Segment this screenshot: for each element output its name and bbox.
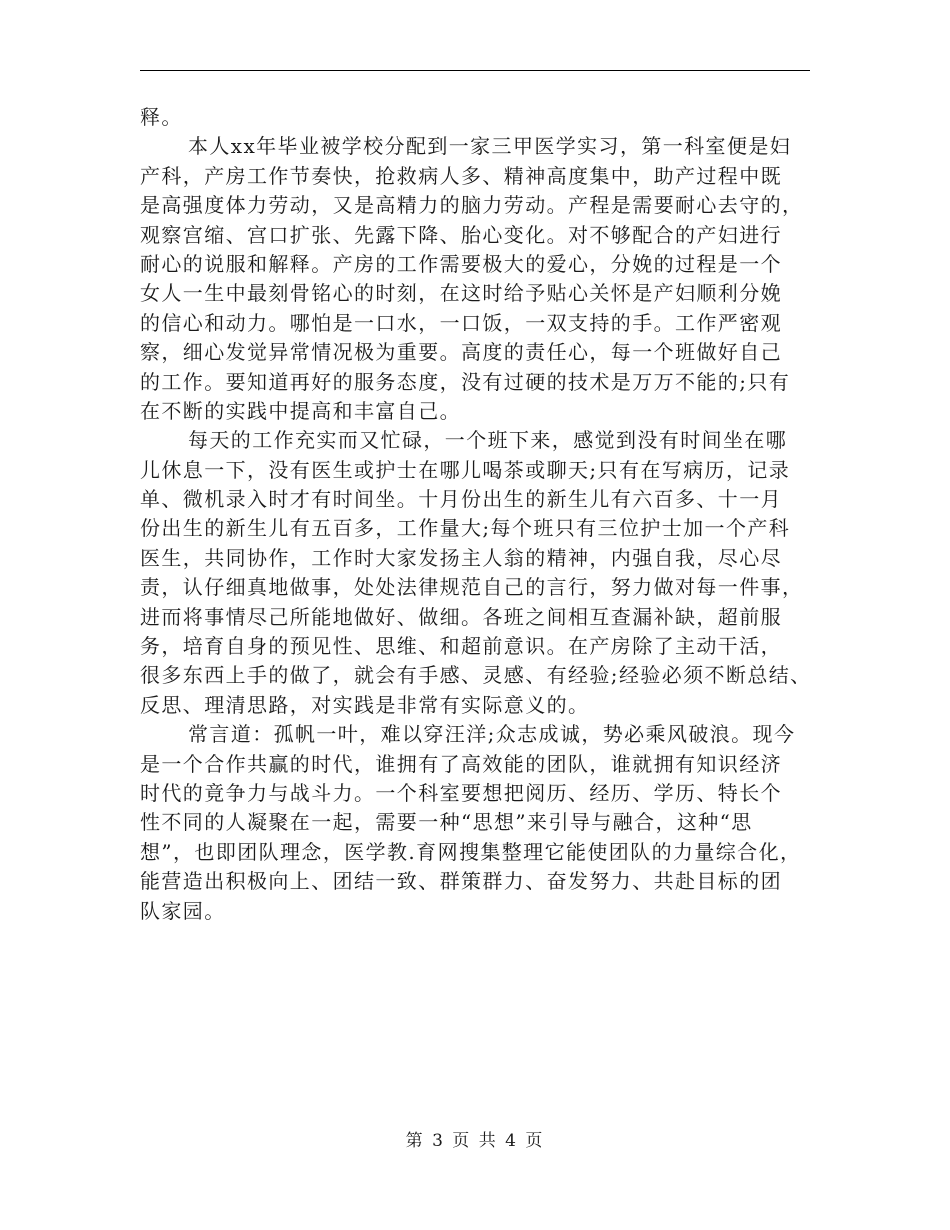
text-line: 想”，也即团队理念，医学教.育网搜集整理它能使团队的力量综合化， [140, 839, 802, 864]
text-line: 的信心和动力。哪怕是一口水，一口饭，一双支持的手。工作严密观 [140, 310, 782, 335]
text-line: 产科，产房工作节奏快，抢救病人多、精神高度集中，助产过程中既 [140, 163, 782, 188]
text-line: 释。 [140, 105, 183, 129]
text-line: 责，认仔细真地做事，处处法律规范自己的言行，努力做对每一件事， [140, 575, 804, 600]
text-line: 份出生的新生儿有五百多，工作量大;每个班只有三位护士加一个产科 [140, 516, 791, 541]
text-line: 时代的竟争力与战斗力。一个科室要想把阅历、经历、学历、特长个 [140, 780, 782, 805]
text-line: 反思、理清思路，对实践是非常有实际意义的。 [140, 692, 590, 717]
paragraph-internship [140, 132, 810, 426]
text-line: 是一个合作共赢的时代，谁拥有了高效能的团队，谁就拥有知识经济 [140, 751, 782, 776]
text-line: 单、微机录入时才有时间坐。十月份出生的新生儿有六百多、十一月 [140, 487, 782, 512]
text-line: 儿休息一下，没有医生或护士在哪儿喝茶或聊天;只有在写病历，记录 [140, 457, 791, 482]
text-line: 务，培育自身的预见性、思维、和超前意识。在产房除了主动干活， [140, 634, 782, 659]
text-line: 在不断的实践中提高和丰富自己。 [140, 398, 461, 423]
text-line: 性不同的人凝聚在一起，需要一种“思想”来引导与融合，这种“思 [140, 810, 753, 835]
header-rule [140, 70, 810, 71]
text-line: 进而将事情尽己所能地做好、做细。各班之间相互查漏补缺，超前服 [140, 604, 782, 629]
text-line: 观察宫缩、宫口扩张、先露下降、胎心变化。对不够配合的产妇进行 [140, 222, 782, 247]
page-number-footer: 第 3 页 共 4 页 [405, 1131, 545, 1151]
text-line: 的工作。要知道再好的服务态度，没有过硬的技术是万万不能的;只有 [140, 369, 791, 394]
text-line: 医生，共同协作，工作时大家发扬主人翁的精神，内强自我，尽心尽 [140, 545, 782, 570]
text-line: 耐心的说服和解释。产房的工作需要极大的爱心，分娩的过程是一个 [140, 251, 782, 276]
paragraph-continuation [140, 103, 810, 132]
document-body [140, 103, 810, 926]
text-line: 常言道：孤帆一叶，难以穿汪洋;众志成诚，势必乘风破浪。现今 [188, 722, 796, 747]
text-line: 本人xx年毕业被学校分配到一家三甲医学实习，第一科室便是妇 [188, 134, 792, 159]
text-line: 察，细心发觉异常情况极为重要。高度的责任心，每一个班做好自己 [140, 340, 782, 365]
paragraph-daily-work [140, 426, 810, 720]
text-line: 每天的工作充实而又忙碌，一个班下来，感觉到没有时间坐在哪 [188, 428, 788, 453]
paragraph-teamwork [140, 720, 810, 926]
text-line: 很多东西上手的做了，就会有手感、灵感、有经验;经验必须不断总结、 [140, 663, 812, 688]
text-line: 是高强度体力劳动，又是高精力的脑力劳动。产程是需要耐心去守的， [140, 193, 804, 218]
text-line: 能营造出积极向上、团结一致、群策群力、奋发努力、共赴目标的团 [140, 869, 782, 894]
text-line: 女人一生中最刻骨铭心的时刻，在这时给予贴心关怀是产妇顺利分娩 [140, 281, 782, 306]
text-line: 队家园。 [140, 898, 226, 923]
